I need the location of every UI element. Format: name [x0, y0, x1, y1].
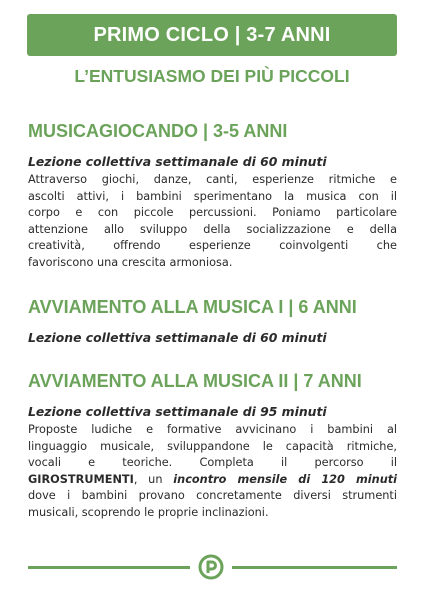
girostrumenti-highlight: GIROSTRUMENTI [28, 472, 134, 486]
description-line: Attraverso giochi, danze, canti, esperienze ritmiche e [28, 173, 397, 186]
description-line: musicali, scoprendo le proprie inclinazioni. [28, 505, 269, 519]
description-line: linguaggio musicale, sviluppandone le capacità ritmiche, [28, 439, 397, 453]
description-line: attenzione allo sviluppo della socializzazione e della [28, 222, 397, 236]
course-title-avviamento-1: AVVIAMENTO ALLA MUSICA I | 6 ANNI [28, 297, 357, 317]
course-description-musicagiocando [28, 172, 397, 271]
description-line: dove i bambini provano concretamente diversi strumenti [28, 489, 397, 502]
section-subtitle: L’ENTUSIASMO DEI PIÙ PICCOLI [74, 66, 350, 86]
course-title-musicagiocando: MUSICAGIOCANDO | 3-5 ANNI [28, 121, 288, 141]
description-connector: , un [133, 472, 174, 486]
section-header-title: PRIMO CICLO | 3-7 ANNI [93, 23, 331, 46]
course-description-avviamento-2 [28, 422, 397, 521]
description-line: ascolti attivi, i bambini sperimentano la musica con il [28, 189, 397, 203]
description-line-girostrumenti [28, 472, 397, 489]
circle-p-logo-icon [198, 554, 224, 580]
monthly-meeting-highlight: incontro mensile di 120 minuti [173, 472, 398, 486]
course-lesson-avviamento-2: Lezione collettiva settimanale di 95 minuti [28, 404, 327, 419]
description-line: favoriscono una crescita armoniosa. [28, 255, 233, 269]
footer-divider-right [232, 566, 397, 569]
section-header-bar [27, 14, 397, 56]
description-line: corpo e con piccole percussioni. Poniamo particolare [28, 206, 397, 219]
description-line: creatività, offrendo esperienze coinvolgenti che [28, 239, 397, 252]
course-lesson-musicagiocando: Lezione collettiva settimanale di 60 minuti [28, 154, 327, 169]
description-line: Proposte ludiche e formative avvicinano i bambini al [28, 423, 397, 436]
course-lesson-avviamento-1: Lezione collettiva settimanale di 60 minuti [28, 330, 327, 345]
description-line: vocali e teoriche. Completa il percorso il [28, 456, 397, 469]
footer-divider-left [28, 566, 190, 569]
course-title-avviamento-2: AVVIAMENTO ALLA MUSICA II | 7 ANNI [28, 371, 362, 391]
